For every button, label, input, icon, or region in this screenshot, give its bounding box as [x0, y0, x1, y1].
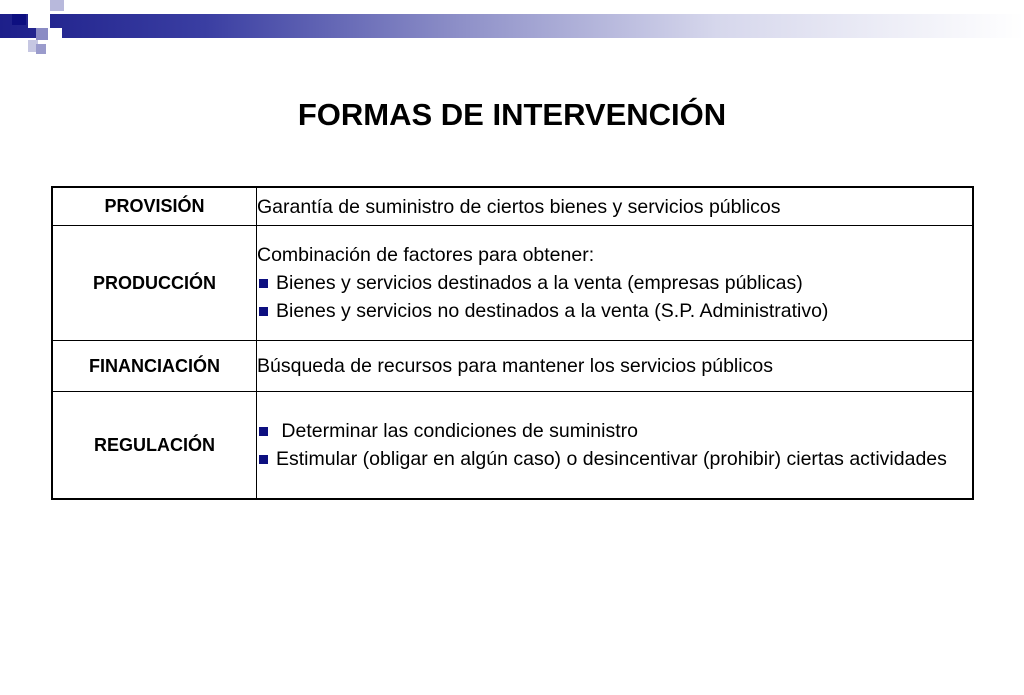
slide-title: FORMAS DE INTERVENCIÓN: [297, 97, 727, 132]
header-gradient-bar: [0, 14, 1024, 38]
list-item: [257, 269, 972, 297]
table-row: [52, 392, 973, 500]
bullet-text: Estimular (obligar en algún caso) o desincentivar (prohibir) ciertas actividades: [276, 448, 947, 470]
square-bullet-icon: [259, 427, 268, 436]
list-item: [257, 445, 972, 473]
logo-square: [50, 0, 64, 11]
table-row: [52, 341, 973, 392]
logo-square: [64, 0, 78, 14]
row-content-produccion: [257, 226, 974, 341]
row-intro: Combinación de factores para obtener:: [257, 244, 595, 266]
list-item: [257, 417, 972, 445]
bullet-text: Determinar las condiciones de suministro: [276, 420, 638, 442]
logo-square: [28, 0, 50, 28]
list-item: [257, 297, 972, 325]
bullet-text: Bienes y servicios no destinados a la venta (S.P. Administrativo): [276, 300, 829, 322]
table-row: [52, 226, 973, 341]
row-content-provision: [257, 187, 974, 226]
logo-square: [36, 44, 46, 54]
row-text: Garantía de suministro de ciertos bienes y servicios públicos: [257, 195, 781, 218]
square-bullet-icon: [259, 279, 268, 288]
logo-square: [36, 28, 48, 40]
table-row: [52, 187, 973, 226]
row-text: Búsqueda de recursos para mantener los servicios públicos: [257, 355, 773, 377]
square-bullet-icon: [259, 307, 268, 316]
logo-square: [12, 14, 26, 25]
row-content-regulacion: [257, 392, 974, 500]
row-label-financiacion: FINANCIACIÓN: [52, 341, 257, 392]
row-label-provision: PROVISIÓN: [52, 187, 257, 226]
row-label-regulacion: REGULACIÓN: [52, 392, 257, 500]
interventions-table: [51, 186, 974, 500]
row-label-produccion: PRODUCCIÓN: [52, 226, 257, 341]
row-content-financiacion: [257, 341, 974, 392]
logo-square: [48, 28, 62, 40]
bullet-text: Bienes y servicios destinados a la venta (empresas públicas): [276, 272, 803, 294]
square-bullet-icon: [259, 455, 268, 464]
